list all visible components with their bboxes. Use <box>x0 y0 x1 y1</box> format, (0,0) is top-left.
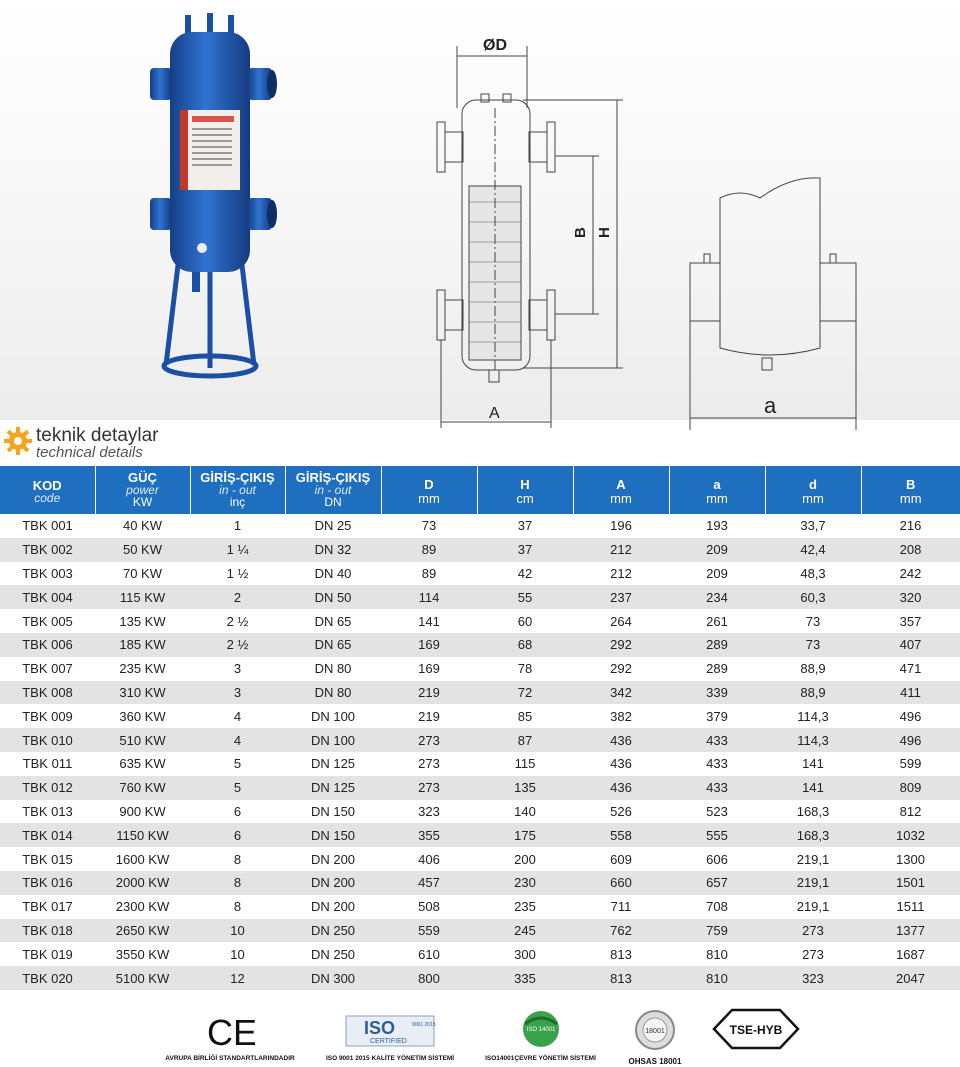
cell-d-lower: 114,3 <box>797 708 829 724</box>
cell-inout-inch: 10 <box>190 919 285 943</box>
cell-a-lower: 606 <box>706 851 728 867</box>
cell-a-lower: 657 <box>669 871 765 895</box>
cell-a-lower: 759 <box>669 919 765 943</box>
cell-kod: TBK 017 <box>22 899 73 915</box>
cell-power: 2000 KW <box>95 871 190 895</box>
cell-d: 89 <box>421 565 437 581</box>
od-label: ØD <box>483 37 507 54</box>
cell-inout-dn: DN 32 <box>285 538 381 562</box>
cell-d-lower: 48,3 <box>800 565 826 581</box>
cell-inout-inch: 12 <box>190 966 285 990</box>
cell-d-lower: 168,3 <box>796 803 830 819</box>
cell-d-lower: 219,1 <box>765 871 861 895</box>
cell-b: 242 <box>899 565 922 581</box>
cell-inout-inch: 2 <box>190 585 285 609</box>
cell-h: 60 <box>517 613 533 629</box>
cell-power: 115 KW <box>95 585 190 609</box>
cell-h: 230 <box>477 871 573 895</box>
cell-inout-dn: DN 40 <box>314 565 352 581</box>
cell-b: 216 <box>899 518 922 534</box>
cell-a-upper: 813 <box>610 946 632 962</box>
cell-d: 273 <box>381 776 477 800</box>
cell-a-upper: 212 <box>573 538 669 562</box>
cell-inout-dn: DN 50 <box>285 585 381 609</box>
table-row <box>0 657 960 681</box>
cell-kod: TBK 014 <box>0 823 95 847</box>
cell-inout-dn: DN 250 <box>310 946 356 962</box>
cell-a-lower: 289 <box>669 633 765 657</box>
table-row <box>0 562 960 586</box>
cell-inout-dn: DN 200 <box>310 851 356 867</box>
cell-a-upper: 660 <box>573 871 669 895</box>
cell-kod: TBK 001 <box>22 518 73 534</box>
ce-cert <box>150 1012 310 1062</box>
cell-inout-inch: 1 <box>233 518 242 534</box>
cell-a-upper: 382 <box>610 708 632 724</box>
cell-inout-inch: 1 ½ <box>226 565 249 581</box>
cell-d: 114 <box>381 585 477 609</box>
cell-a-lower: 339 <box>669 681 765 705</box>
cell-kod: TBK 019 <box>22 946 73 962</box>
cell-inout-dn: DN 150 <box>285 823 381 847</box>
cell-a-lower: 523 <box>706 803 728 819</box>
col-header-b: B mm <box>861 466 960 514</box>
cell-h: 140 <box>514 803 536 819</box>
cell-b: 411 <box>861 681 960 705</box>
cell-a-lower: 234 <box>669 585 765 609</box>
cell-inout-dn: DN 250 <box>285 919 381 943</box>
cell-a-upper: 436 <box>573 728 669 752</box>
cell-inout-dn: DN 80 <box>314 661 352 677</box>
cell-inout-inch: 10 <box>230 946 245 962</box>
cell-a-lower: 379 <box>706 708 728 724</box>
product-images-area <box>0 0 960 420</box>
table-row <box>0 538 960 562</box>
cell-power: 70 KW <box>122 565 162 581</box>
cell-kod: TBK 003 <box>22 565 73 581</box>
cell-a-lower: 289 <box>706 661 728 677</box>
cell-d-lower: 33,7 <box>800 518 826 534</box>
table-header-row <box>0 466 960 514</box>
cell-d: 141 <box>418 613 440 629</box>
iso-14001-globe-icon <box>516 1008 566 1050</box>
col-header-d: D mm <box>381 466 477 514</box>
cell-b: 471 <box>899 661 922 677</box>
cell-kod: TBK 012 <box>0 776 95 800</box>
cell-inout-inch: 2 ½ <box>190 633 285 657</box>
cell-d-lower: 141 <box>802 756 824 772</box>
cell-b: 1687 <box>896 946 925 962</box>
cell-h: 85 <box>517 708 533 724</box>
cell-inout-dn: DN 65 <box>314 613 352 629</box>
cell-d: 610 <box>418 946 440 962</box>
cell-a-upper: 436 <box>610 756 632 772</box>
iso9001-caption: ISO 9001 2015 KALİTE YÖNETİM SİSTEMİ <box>325 1055 455 1062</box>
cell-inout-dn: DN 65 <box>285 633 381 657</box>
cell-d-lower: 168,3 <box>765 823 861 847</box>
cell-a-upper: 762 <box>573 919 669 943</box>
cell-d: 273 <box>418 756 440 772</box>
cell-b: 1377 <box>861 919 960 943</box>
cell-a-lower: 810 <box>706 946 728 962</box>
cell-h: 68 <box>477 633 573 657</box>
cell-h: 37 <box>477 538 573 562</box>
iso14001-cert <box>468 1008 613 1062</box>
cell-inout-inch: 5 <box>190 776 285 800</box>
cell-b: 496 <box>861 728 960 752</box>
heading-subtitle: technical details <box>36 444 143 461</box>
technical-specs-table <box>0 466 960 990</box>
cell-a-lower: 555 <box>669 823 765 847</box>
cell-kod: TBK 005 <box>22 613 73 629</box>
cell-inout-inch: 3 <box>190 681 285 705</box>
dimension-drawing-front <box>405 32 635 432</box>
cell-a-upper: 609 <box>610 851 632 867</box>
cell-kod: TBK 006 <box>0 633 95 657</box>
cell-power: 5100 KW <box>95 966 190 990</box>
ohsas-cert <box>615 1008 695 1066</box>
cell-power: 900 KW <box>119 803 166 819</box>
cell-power: 635 KW <box>119 756 166 772</box>
cell-inout-dn: DN 200 <box>285 871 381 895</box>
cell-a-lower: 810 <box>669 966 765 990</box>
cell-a-lower: 433 <box>706 756 728 772</box>
cell-b: 407 <box>861 633 960 657</box>
dimension-drawing-side <box>680 168 865 433</box>
cell-d-lower: 73 <box>765 633 861 657</box>
cell-power: 1600 KW <box>115 851 170 867</box>
cell-inout-inch: 4 <box>233 708 242 724</box>
cell-d: 169 <box>418 661 440 677</box>
h-label: H <box>596 227 613 238</box>
cell-d: 169 <box>381 633 477 657</box>
table-row <box>0 585 960 609</box>
cell-inout-inch: 6 <box>233 803 242 819</box>
table-row <box>0 871 960 895</box>
cell-kod: TBK 004 <box>0 585 95 609</box>
cell-b: 809 <box>861 776 960 800</box>
cell-inout-dn: DN 150 <box>310 803 356 819</box>
cell-d-lower: 273 <box>802 946 824 962</box>
cell-inout-dn: DN 125 <box>285 776 381 800</box>
ohsas-seal-icon <box>633 1008 677 1052</box>
cell-a-upper: 264 <box>610 613 632 629</box>
cell-a-upper: 212 <box>610 565 632 581</box>
cell-a-upper: 813 <box>573 966 669 990</box>
cell-b: 1300 <box>896 851 925 867</box>
col-header-inout-inch: GİRİŞ-ÇIKIŞ in - out inç <box>190 466 285 514</box>
cell-a-lower: 193 <box>706 518 728 534</box>
cell-d-lower: 60,3 <box>765 585 861 609</box>
col-header-h: H cm <box>477 466 573 514</box>
cell-power: 2650 KW <box>95 919 190 943</box>
cell-h: 87 <box>477 728 573 752</box>
ohsas-caption: OHSAS 18001 <box>628 1057 682 1066</box>
cell-d: 89 <box>381 538 477 562</box>
cell-b: 1501 <box>861 871 960 895</box>
cell-kod: TBK 020 <box>0 966 95 990</box>
svg-text:CERTIFIED: CERTIFIED <box>370 1038 407 1045</box>
b-label: B <box>572 227 589 238</box>
svg-text:TSE-HYB: TSE-HYB <box>729 1023 783 1037</box>
cell-power: 135 KW <box>119 613 166 629</box>
svg-text:CE: CE <box>207 1012 255 1050</box>
cell-kod: TBK 009 <box>22 708 73 724</box>
cell-power: 50 KW <box>95 538 190 562</box>
cell-inout-dn: DN 100 <box>285 728 381 752</box>
cell-a-lower: 261 <box>706 613 728 629</box>
cell-h: 335 <box>477 966 573 990</box>
ce-mark-icon <box>205 1012 255 1050</box>
cell-d: 219 <box>418 708 440 724</box>
ce-caption: AVRUPA BİRLİĞİ STANDARTLARINDADIR <box>165 1055 295 1062</box>
cell-d: 508 <box>418 899 440 915</box>
cell-b: 496 <box>899 708 922 724</box>
table-row <box>0 919 960 943</box>
table-row <box>0 514 960 538</box>
table-row <box>0 800 960 824</box>
cell-a-upper: 237 <box>573 585 669 609</box>
cell-d: 219 <box>381 681 477 705</box>
cell-d-lower: 88,9 <box>765 681 861 705</box>
cell-d: 559 <box>381 919 477 943</box>
table-row <box>0 895 960 919</box>
cell-d: 355 <box>381 823 477 847</box>
table-row <box>0 752 960 776</box>
cell-d: 323 <box>418 803 440 819</box>
table-row <box>0 776 960 800</box>
a-lower-label: a <box>764 393 777 418</box>
cell-d-lower: 73 <box>805 613 821 629</box>
tse-hyb-cert <box>708 1006 804 1057</box>
cell-d-lower: 219,1 <box>796 899 830 915</box>
cell-h: 78 <box>517 661 533 677</box>
product-photo <box>140 10 280 380</box>
cell-a-lower: 209 <box>669 538 765 562</box>
col-header-power: GÜÇ power KW <box>95 466 190 514</box>
table-row <box>0 681 960 705</box>
cell-a-lower: 708 <box>706 899 728 915</box>
cell-b: 599 <box>899 756 922 772</box>
col-header-a-lower: a mm <box>669 466 765 514</box>
gear-icon <box>3 426 33 456</box>
svg-text:18001: 18001 <box>645 1028 665 1035</box>
iso9001-cert <box>310 1012 470 1062</box>
cell-inout-inch: 3 <box>233 661 242 677</box>
cell-kod: TBK 013 <box>22 803 73 819</box>
cell-power: 360 KW <box>119 708 166 724</box>
cell-a-lower: 433 <box>669 728 765 752</box>
cell-a-upper: 436 <box>573 776 669 800</box>
cell-b: 357 <box>899 613 922 629</box>
svg-text:ISO 14001: ISO 14001 <box>526 1027 555 1033</box>
cell-kod: TBK 016 <box>0 871 95 895</box>
cell-inout-inch: 8 <box>233 899 242 915</box>
table-row <box>0 728 960 752</box>
cell-inout-inch: 8 <box>233 851 242 867</box>
cell-inout-dn: DN 125 <box>310 756 356 772</box>
cell-kod: TBK 011 <box>22 756 73 772</box>
cell-h: 175 <box>477 823 573 847</box>
cell-a-upper: 292 <box>573 633 669 657</box>
svg-text:ISO: ISO <box>364 1018 396 1038</box>
cell-inout-inch: 2 ½ <box>226 613 249 629</box>
cell-h: 235 <box>514 899 536 915</box>
cell-h: 72 <box>477 681 573 705</box>
cell-b: 1032 <box>861 823 960 847</box>
cell-b: 1511 <box>896 899 925 915</box>
table-row <box>0 823 960 847</box>
cell-a-upper: 711 <box>610 899 632 915</box>
cell-power: 235 KW <box>119 661 166 677</box>
iso14001-caption: ISO14001ÇEVRE YÖNETİM SİSTEMİ <box>485 1055 596 1062</box>
cell-power: 510 KW <box>95 728 190 752</box>
cell-a-upper: 342 <box>573 681 669 705</box>
cell-kod: TBK 002 <box>0 538 95 562</box>
cell-d-lower: 141 <box>765 776 861 800</box>
cell-b: 320 <box>861 585 960 609</box>
cell-h: 245 <box>477 919 573 943</box>
cell-inout-inch: 8 <box>190 871 285 895</box>
cell-h: 115 <box>514 756 536 772</box>
iso-9001-logo-icon <box>342 1012 438 1050</box>
table-row <box>0 633 960 657</box>
cell-kod: TBK 018 <box>0 919 95 943</box>
cell-power: 185 KW <box>95 633 190 657</box>
cell-inout-inch: 5 <box>233 756 242 772</box>
cell-b: 2047 <box>861 966 960 990</box>
cell-d-lower: 323 <box>765 966 861 990</box>
svg-text:9001 2015: 9001 2015 <box>412 1022 436 1028</box>
cell-h: 42 <box>517 565 533 581</box>
cell-d: 457 <box>381 871 477 895</box>
cell-power: 1150 KW <box>95 823 190 847</box>
cell-kod: TBK 008 <box>0 681 95 705</box>
table-row <box>0 966 960 990</box>
table-row <box>0 609 960 633</box>
cell-d: 273 <box>381 728 477 752</box>
table-row <box>0 847 960 871</box>
cell-h: 135 <box>477 776 573 800</box>
cell-power: 310 KW <box>95 681 190 705</box>
cell-d-lower: 114,3 <box>765 728 861 752</box>
cell-a-upper: 526 <box>610 803 632 819</box>
col-header-d-lower: d mm <box>765 466 861 514</box>
cell-kod: TBK 015 <box>22 851 73 867</box>
tse-hyb-logo-icon <box>710 1006 802 1052</box>
cell-a-lower: 209 <box>706 565 728 581</box>
cell-d-lower: 219,1 <box>796 851 830 867</box>
cell-inout-dn: DN 300 <box>285 966 381 990</box>
cell-d: 73 <box>421 518 437 534</box>
cell-inout-inch: 6 <box>190 823 285 847</box>
cell-a-upper: 558 <box>573 823 669 847</box>
cell-a-lower: 433 <box>669 776 765 800</box>
cell-inout-inch: 1 ¼ <box>190 538 285 562</box>
cell-a-upper: 196 <box>610 518 632 534</box>
cell-h: 200 <box>514 851 536 867</box>
col-header-inout-dn: GİRİŞ-ÇIKIŞ in - out DN <box>285 466 381 514</box>
cell-h: 37 <box>517 518 533 534</box>
cell-inout-dn: DN 200 <box>310 899 356 915</box>
cell-b: 208 <box>861 538 960 562</box>
cell-inout-dn: DN 80 <box>285 681 381 705</box>
cell-power: 2300 KW <box>115 899 170 915</box>
cell-inout-inch: 4 <box>190 728 285 752</box>
table-row <box>0 942 960 966</box>
cell-d-lower: 42,4 <box>765 538 861 562</box>
cell-inout-dn: DN 25 <box>314 518 352 534</box>
cell-power: 760 KW <box>95 776 190 800</box>
cell-inout-dn: DN 100 <box>310 708 356 724</box>
cell-kod: TBK 007 <box>22 661 73 677</box>
cell-d-lower: 88,9 <box>800 661 826 677</box>
certifications-bar <box>0 1000 960 1067</box>
cell-d-lower: 273 <box>765 919 861 943</box>
cell-h: 55 <box>477 585 573 609</box>
col-header-a-upper: A mm <box>573 466 669 514</box>
cell-power: 40 KW <box>122 518 162 534</box>
section-heading <box>0 423 300 463</box>
cell-b: 812 <box>899 803 922 819</box>
col-header-kod: KOD code <box>0 466 95 514</box>
cell-d: 800 <box>381 966 477 990</box>
cell-d: 406 <box>418 851 440 867</box>
cell-power: 3550 KW <box>115 946 170 962</box>
heading-title: teknik detaylar <box>36 425 159 446</box>
a-upper-label: A <box>489 405 500 422</box>
table-row <box>0 704 960 728</box>
cell-a-upper: 292 <box>610 661 632 677</box>
cell-kod: TBK 010 <box>0 728 95 752</box>
cell-h: 300 <box>514 946 536 962</box>
